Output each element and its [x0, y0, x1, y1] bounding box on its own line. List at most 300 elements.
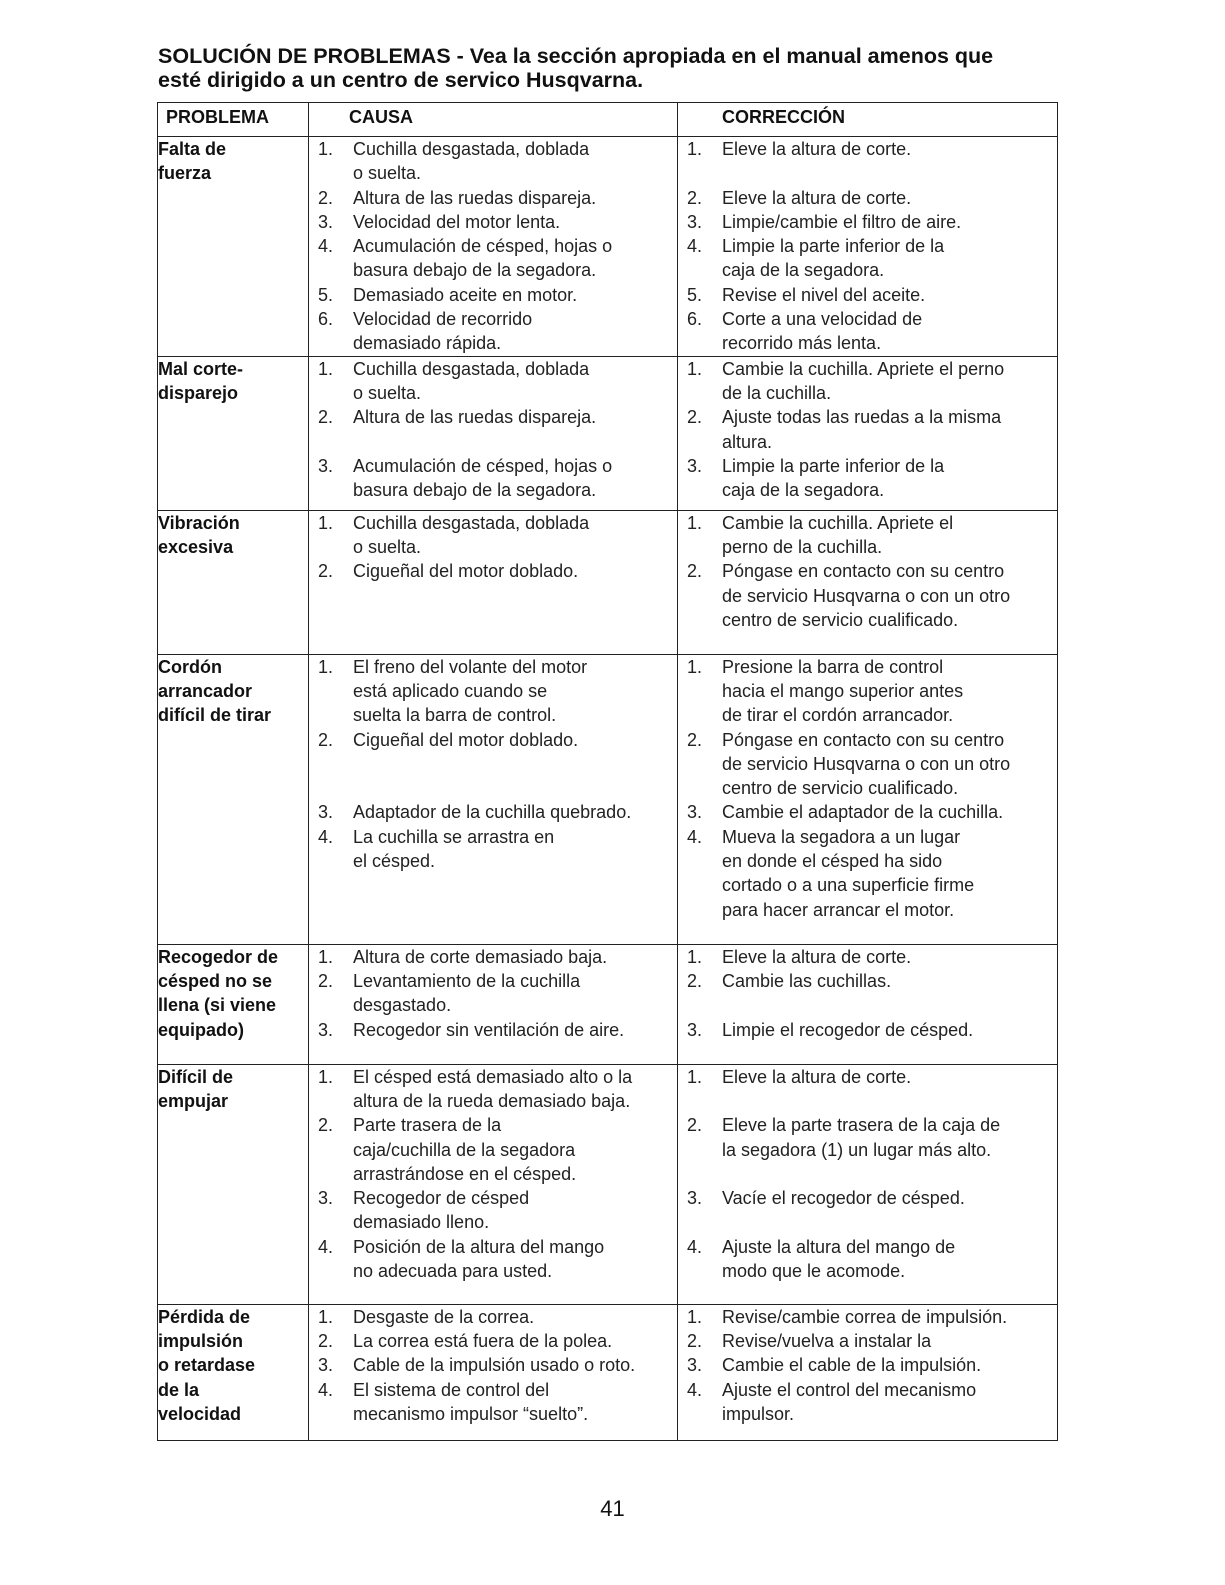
cause-text-line: no adecuada para usted. — [353, 1261, 553, 1282]
cause-text — [353, 283, 677, 307]
problem-cell — [158, 137, 309, 357]
correction-text — [722, 825, 1057, 922]
correction-text — [722, 728, 1057, 801]
header-correccion: CORRECCIÓN — [678, 103, 1058, 137]
correction-cell — [678, 137, 1058, 357]
table-row — [158, 510, 1058, 654]
cause-text-line: altura de la rueda demasiado baja. — [353, 1090, 631, 1111]
cause-text-line: Adaptador de la cuchilla quebrado. — [353, 802, 632, 823]
correction-text — [722, 1305, 1057, 1329]
problem-label: empujar — [158, 1090, 229, 1111]
cause-cell — [309, 510, 678, 654]
page-title — [158, 44, 1068, 92]
correction-item — [678, 234, 1057, 283]
cause-number: 2. — [318, 187, 334, 208]
correction-text-line: Ajuste la altura del mango de — [722, 1236, 956, 1257]
correction-text-line — [722, 993, 1057, 1017]
cause-text — [353, 511, 677, 560]
cause-text-line: Desgaste de la correa. — [353, 1306, 535, 1327]
correction-item — [678, 1113, 1057, 1186]
cause-text-line: Acumulación de césped, hojas o — [353, 455, 613, 476]
cause-text-line: Cuchilla desgastada, doblada — [353, 512, 590, 533]
correction-text-line — [722, 1162, 1057, 1186]
problem-cell — [158, 1304, 309, 1440]
cause-item — [309, 1353, 677, 1377]
correction-item — [678, 210, 1057, 234]
correction-item — [678, 1353, 1057, 1377]
correction-cell — [678, 1064, 1058, 1304]
correction-text-line: Limpie la parte inferior de la — [722, 236, 945, 257]
correction-number: 2. — [687, 729, 703, 750]
cause-item — [309, 559, 677, 632]
correction-text-line: Eleve la parte trasera de la caja de — [722, 1115, 1001, 1136]
cause-text-line: o suelta. — [353, 382, 422, 403]
correction-text — [722, 357, 1057, 406]
correction-text-line: cortado o a una superficie firme — [722, 875, 975, 896]
correction-text-line: Vacíe el recogedor de césped. — [722, 1188, 965, 1209]
header-causa: CAUSA — [309, 103, 678, 137]
cause-text-line: demasiado rápida. — [353, 333, 502, 354]
cause-number: 2. — [318, 729, 334, 750]
cause-number: 6. — [318, 309, 334, 330]
correction-number: 4. — [687, 1379, 703, 1400]
correction-text-line: Póngase en contacto con su centro — [722, 729, 1005, 750]
cause-item — [309, 969, 677, 1018]
correction-text-line: Eleve la altura de corte. — [722, 187, 912, 208]
problem-label: velocidad — [158, 1403, 242, 1424]
correction-number: 1. — [687, 139, 703, 159]
cause-text — [353, 1186, 677, 1235]
correction-number: 1. — [687, 656, 703, 677]
cause-text-line: Altura de las ruedas dispareja. — [353, 187, 597, 208]
correction-cell — [678, 944, 1058, 1064]
cause-text-line: basura debajo de la segadora. — [353, 260, 597, 281]
cause-item — [309, 511, 677, 560]
cause-number: 2. — [318, 1115, 334, 1136]
correction-text-line: altura. — [722, 431, 773, 452]
cause-number: 3. — [318, 455, 334, 476]
cause-text-line: o suelta. — [353, 163, 422, 184]
cause-text — [353, 1329, 677, 1353]
cause-number: 3. — [318, 211, 334, 232]
correction-item — [678, 186, 1057, 210]
cause-item — [309, 945, 677, 969]
cause-text-line: el césped. — [353, 851, 436, 872]
cause-text-line: desgastado. — [353, 995, 452, 1016]
cause-text-line: Cuchilla desgastada, doblada — [353, 358, 590, 379]
correction-text — [722, 210, 1057, 234]
cause-text-line: Recogedor sin ventilación de aire. — [353, 1019, 625, 1040]
problem-label: fuerza — [158, 163, 212, 184]
correction-text-line: caja de la segadora. — [722, 480, 885, 501]
problem-cell — [158, 510, 309, 654]
correction-text — [722, 1235, 1057, 1284]
table-header-row — [158, 103, 1058, 137]
cause-item — [309, 825, 677, 922]
table-row — [158, 944, 1058, 1064]
cause-text-line — [353, 898, 677, 922]
correction-text-line: centro de servicio cualificado. — [722, 778, 959, 799]
correction-item — [678, 511, 1057, 560]
cause-text-line — [353, 584, 677, 608]
correction-item — [678, 454, 1057, 503]
correction-text-line: Póngase en contacto con su centro — [722, 561, 1005, 582]
correction-number: 3. — [687, 211, 703, 232]
cause-text-line — [353, 873, 677, 897]
problem-label: o retardase — [158, 1355, 256, 1376]
cause-number: 2. — [318, 561, 334, 582]
cause-cell — [309, 137, 678, 357]
problem-label: excesiva — [158, 536, 234, 557]
cause-item — [309, 307, 677, 356]
cause-number: 4. — [318, 1379, 334, 1400]
cause-item — [309, 1113, 677, 1186]
correction-text-line: Eleve la altura de corte. — [722, 139, 912, 159]
correction-item — [678, 728, 1057, 801]
correction-number: 4. — [687, 236, 703, 257]
correction-text — [722, 559, 1057, 632]
cause-item — [309, 1378, 677, 1427]
correction-text-line: Revise/vuelva a instalar la — [722, 1330, 932, 1351]
correction-text — [722, 969, 1057, 1018]
cause-text-line: demasiado lleno. — [353, 1212, 490, 1233]
correction-item — [678, 1235, 1057, 1284]
correction-item — [678, 1186, 1057, 1235]
title-line-2: esté dirigido a un centro de servico Husqvarna. — [158, 68, 644, 92]
cause-item — [309, 283, 677, 307]
correction-number: 2. — [687, 970, 703, 991]
cause-text-line: El sistema de control del — [353, 1379, 550, 1400]
problem-label: Recogedor de — [158, 946, 279, 967]
cause-text — [353, 1378, 677, 1427]
cause-text-line: Parte trasera de la — [353, 1115, 502, 1136]
problem-label: arrancador — [158, 680, 253, 701]
correction-number: 3. — [687, 1019, 703, 1040]
correction-text-line: impulsor. — [722, 1403, 795, 1424]
cause-number: 5. — [318, 284, 334, 305]
cause-item — [309, 357, 677, 406]
cause-number: 1. — [318, 656, 334, 677]
cause-text-line: está aplicado cuando se — [353, 680, 548, 701]
cause-number: 2. — [318, 407, 334, 428]
problem-label: disparejo — [158, 382, 239, 403]
cause-number: 1. — [318, 946, 334, 967]
cause-item — [309, 1018, 677, 1042]
cause-text — [353, 945, 677, 969]
cause-text-line: Demasiado aceite en motor. — [353, 284, 578, 305]
cause-text — [353, 655, 677, 728]
cause-item — [309, 186, 677, 210]
correction-text — [722, 1018, 1057, 1042]
problem-cell — [158, 654, 309, 944]
correction-number: 4. — [687, 1236, 703, 1257]
problem-cell — [158, 944, 309, 1064]
problem-label: impulsión — [158, 1330, 243, 1351]
problem-label: Difícil de — [158, 1066, 234, 1087]
correction-text-line — [722, 1089, 1057, 1113]
cause-text — [353, 559, 677, 632]
cause-text-line: arrastrándose en el césped. — [353, 1163, 577, 1184]
cause-text-line: El freno del volante del motor — [353, 656, 588, 677]
problem-label: equipado) — [158, 1019, 244, 1040]
cause-item — [309, 1065, 677, 1114]
cause-text-line — [353, 752, 677, 776]
correction-text-line: Limpie el recogedor de césped. — [722, 1019, 974, 1040]
cause-number: 1. — [318, 512, 334, 533]
correction-text-line: para hacer arrancar el motor. — [722, 899, 955, 920]
cause-item — [309, 655, 677, 728]
cause-number: 4. — [318, 826, 334, 847]
cause-item — [309, 728, 677, 801]
cause-text-line: caja/cuchilla de la segadora — [353, 1139, 576, 1160]
table-row — [158, 137, 1058, 357]
cause-text-line: Cuchilla desgastada, doblada — [353, 139, 590, 159]
correction-text-line: Eleve la altura de corte. — [722, 1066, 912, 1087]
cause-text-line: La correa está fuera de la polea. — [353, 1330, 613, 1351]
cause-number: 3. — [318, 1188, 334, 1209]
correction-text-line: Cambie el adaptador de la cuchilla. — [722, 802, 1004, 823]
cause-cell — [309, 356, 678, 510]
correction-number: 2. — [687, 407, 703, 428]
correction-number: 5. — [687, 284, 703, 305]
correction-text — [722, 945, 1057, 969]
correction-number: 3. — [687, 1188, 703, 1209]
correction-text — [722, 511, 1057, 560]
cause-number: 4. — [318, 1236, 334, 1257]
cause-text — [353, 1065, 677, 1114]
cause-text-line: La cuchilla se arrastra en — [353, 826, 555, 847]
correction-text — [722, 1378, 1057, 1427]
table-row — [158, 1304, 1058, 1440]
correction-number: 2. — [687, 1330, 703, 1351]
correction-item — [678, 1018, 1057, 1042]
cause-number: 4. — [318, 236, 334, 257]
cause-item — [309, 454, 677, 503]
correction-number: 3. — [687, 455, 703, 476]
correction-text-line: Revise/cambie correa de impulsión. — [722, 1306, 1008, 1327]
correction-item — [678, 137, 1057, 186]
cause-text-line: Recogedor de césped — [353, 1188, 530, 1209]
correction-text — [722, 1186, 1057, 1235]
troubleshooting-table — [157, 102, 1058, 1441]
cause-text-line: El césped está demasiado alto o la — [353, 1066, 633, 1087]
correction-text — [722, 137, 1057, 186]
cause-text — [353, 728, 677, 801]
cause-item — [309, 234, 677, 283]
correction-text-line: Eleve la altura de corte. — [722, 946, 912, 967]
correction-cell — [678, 654, 1058, 944]
correction-number: 4. — [687, 826, 703, 847]
correction-item — [678, 1305, 1057, 1329]
correction-text — [722, 1113, 1057, 1186]
correction-number: 1. — [687, 358, 703, 379]
correction-text-line: Limpie/cambie el filtro de aire. — [722, 211, 962, 232]
correction-number: 2. — [687, 187, 703, 208]
cause-cell — [309, 1064, 678, 1304]
cause-text — [353, 1305, 677, 1329]
correction-text-line: de servicio Husqvarna o con un otro — [722, 753, 1011, 774]
correction-text-line — [722, 1210, 1057, 1234]
cause-text — [353, 454, 677, 503]
cause-text-line: Levantamiento de la cuchilla — [353, 970, 581, 991]
cause-text — [353, 210, 677, 234]
correction-cell — [678, 356, 1058, 510]
cause-text-line — [353, 430, 677, 454]
cause-text-line: Cigueñal del motor doblado. — [353, 729, 579, 750]
problem-label: Vibración — [158, 512, 240, 533]
page-number: 41 — [600, 1496, 625, 1521]
cause-text-line: Cigueñal del motor doblado. — [353, 561, 579, 582]
cause-text-line: Velocidad del motor lenta. — [353, 211, 561, 232]
correction-text-line: Mueva la segadora a un lugar — [722, 826, 961, 847]
cause-cell — [309, 1304, 678, 1440]
cause-text-line: Velocidad de recorrido — [353, 309, 533, 330]
correction-number: 1. — [687, 1306, 703, 1327]
correction-text-line: modo que le acomode. — [722, 1261, 906, 1282]
problem-label: Mal corte- — [158, 358, 244, 379]
cause-number: 3. — [318, 1019, 334, 1040]
cause-item — [309, 1329, 677, 1353]
cause-item — [309, 1186, 677, 1235]
cause-text-line: basura debajo de la segadora. — [353, 480, 597, 501]
problem-label: césped no se — [158, 970, 273, 991]
correction-item — [678, 405, 1057, 454]
correction-number: 1. — [687, 946, 703, 967]
problem-cell — [158, 356, 309, 510]
correction-text-line: Corte a una velocidad de — [722, 309, 923, 330]
cause-text — [353, 825, 677, 922]
correction-text — [722, 405, 1057, 454]
cause-text-line: suelta la barra de control. — [353, 705, 557, 726]
cause-item — [309, 405, 677, 454]
correction-text-line: Cambie la cuchilla. Apriete el perno — [722, 358, 1005, 379]
cause-item — [309, 137, 677, 186]
correction-item — [678, 800, 1057, 824]
correction-item — [678, 1329, 1057, 1353]
title-line-1: SOLUCIÓN DE PROBLEMAS - Vea la sección apropiada en el manual amenos que — [158, 44, 994, 68]
problem-label: Cordón — [158, 656, 222, 677]
cause-text — [353, 357, 677, 406]
cause-text-line: Acumulación de césped, hojas o — [353, 236, 613, 257]
cause-text — [353, 307, 677, 356]
correction-item — [678, 307, 1057, 356]
correction-text-line: hacia el mango superior antes — [722, 680, 964, 701]
problem-label: de la — [158, 1379, 200, 1400]
correction-text-line: de la cuchilla. — [722, 382, 832, 403]
correction-text-line: Cambie la cuchilla. Apriete el — [722, 512, 954, 533]
cause-item — [309, 800, 677, 824]
correction-text-line: Ajuste el control del mecanismo — [722, 1379, 977, 1400]
correction-item — [678, 283, 1057, 307]
cause-text-line: Altura de las ruedas dispareja. — [353, 407, 597, 428]
correction-number: 3. — [687, 802, 703, 823]
cause-text-line: Cable de la impulsión usado o roto. — [353, 1355, 636, 1376]
cause-text-line: Altura de corte demasiado baja. — [353, 946, 608, 967]
cause-text-line — [353, 608, 677, 632]
cause-text — [353, 137, 677, 186]
correction-text-line: Presione la barra de control — [722, 656, 944, 677]
cause-cell — [309, 944, 678, 1064]
cause-text-line: o suelta. — [353, 536, 422, 557]
cause-number: 1. — [318, 1306, 334, 1327]
correction-text-line: Cambie el cable de la impulsión. — [722, 1355, 982, 1376]
correction-text — [722, 307, 1057, 356]
correction-text-line: caja de la segadora. — [722, 260, 885, 281]
correction-number: 6. — [687, 309, 703, 330]
table-row — [158, 1064, 1058, 1304]
correction-text-line: recorrido más lenta. — [722, 333, 882, 354]
header-problema: PROBLEMA — [158, 103, 309, 137]
correction-text-line: centro de servicio cualificado. — [722, 609, 959, 630]
correction-text-line: Revise el nivel del aceite. — [722, 284, 926, 305]
cause-number: 3. — [318, 1355, 334, 1376]
cause-text — [353, 969, 677, 1018]
correction-item — [678, 969, 1057, 1018]
problem-label: Falta de — [158, 139, 227, 159]
correction-text — [722, 800, 1057, 824]
correction-cell — [678, 510, 1058, 654]
cause-item — [309, 1305, 677, 1329]
cause-text — [353, 234, 677, 283]
correction-number: 2. — [687, 1115, 703, 1136]
cause-number: 1. — [318, 358, 334, 379]
cause-text — [353, 800, 677, 824]
cause-number: 3. — [318, 802, 334, 823]
correction-text-line: perno de la cuchilla. — [722, 536, 883, 557]
cause-text-line: mecanismo impulsor “suelto”. — [353, 1403, 589, 1424]
correction-number: 2. — [687, 561, 703, 582]
correction-item — [678, 559, 1057, 632]
correction-text-line: en donde el césped ha sido — [722, 851, 943, 872]
cause-text — [353, 186, 677, 210]
correction-text-line: Cambie las cuchillas. — [722, 970, 892, 991]
cause-number: 2. — [318, 1330, 334, 1351]
table-row — [158, 654, 1058, 944]
correction-item — [678, 1065, 1057, 1114]
cause-text — [353, 1113, 677, 1186]
table-row — [158, 356, 1058, 510]
correction-item — [678, 1378, 1057, 1427]
correction-item — [678, 825, 1057, 922]
correction-text — [722, 655, 1057, 728]
correction-text — [722, 1353, 1057, 1377]
correction-text — [722, 454, 1057, 503]
correction-text-line: de tirar el cordón arrancador. — [722, 705, 954, 726]
correction-item — [678, 945, 1057, 969]
cause-number: 1. — [318, 139, 334, 159]
cause-item — [309, 210, 677, 234]
cause-cell — [309, 654, 678, 944]
problem-label: Pérdida de — [158, 1306, 251, 1327]
correction-text — [722, 234, 1057, 283]
problem-cell — [158, 1064, 309, 1304]
cause-text — [353, 1353, 677, 1377]
cause-text — [353, 1235, 677, 1284]
correction-item — [678, 655, 1057, 728]
correction-text-line — [722, 161, 1057, 185]
problem-label: difícil de tirar — [158, 705, 272, 726]
correction-text — [722, 1329, 1057, 1353]
correction-text-line: de servicio Husqvarna o con un otro — [722, 585, 1011, 606]
cause-number: 1. — [318, 1066, 334, 1087]
correction-text-line: Limpie la parte inferior de la — [722, 455, 945, 476]
correction-text-line: la segadora (1) un lugar más alto. — [722, 1139, 992, 1160]
cause-text-line: Posición de la altura del mango — [353, 1236, 605, 1257]
correction-number: 3. — [687, 1355, 703, 1376]
correction-number: 1. — [687, 1066, 703, 1087]
correction-text-line: Ajuste todas las ruedas a la misma — [722, 407, 1002, 428]
cause-item — [309, 1235, 677, 1284]
